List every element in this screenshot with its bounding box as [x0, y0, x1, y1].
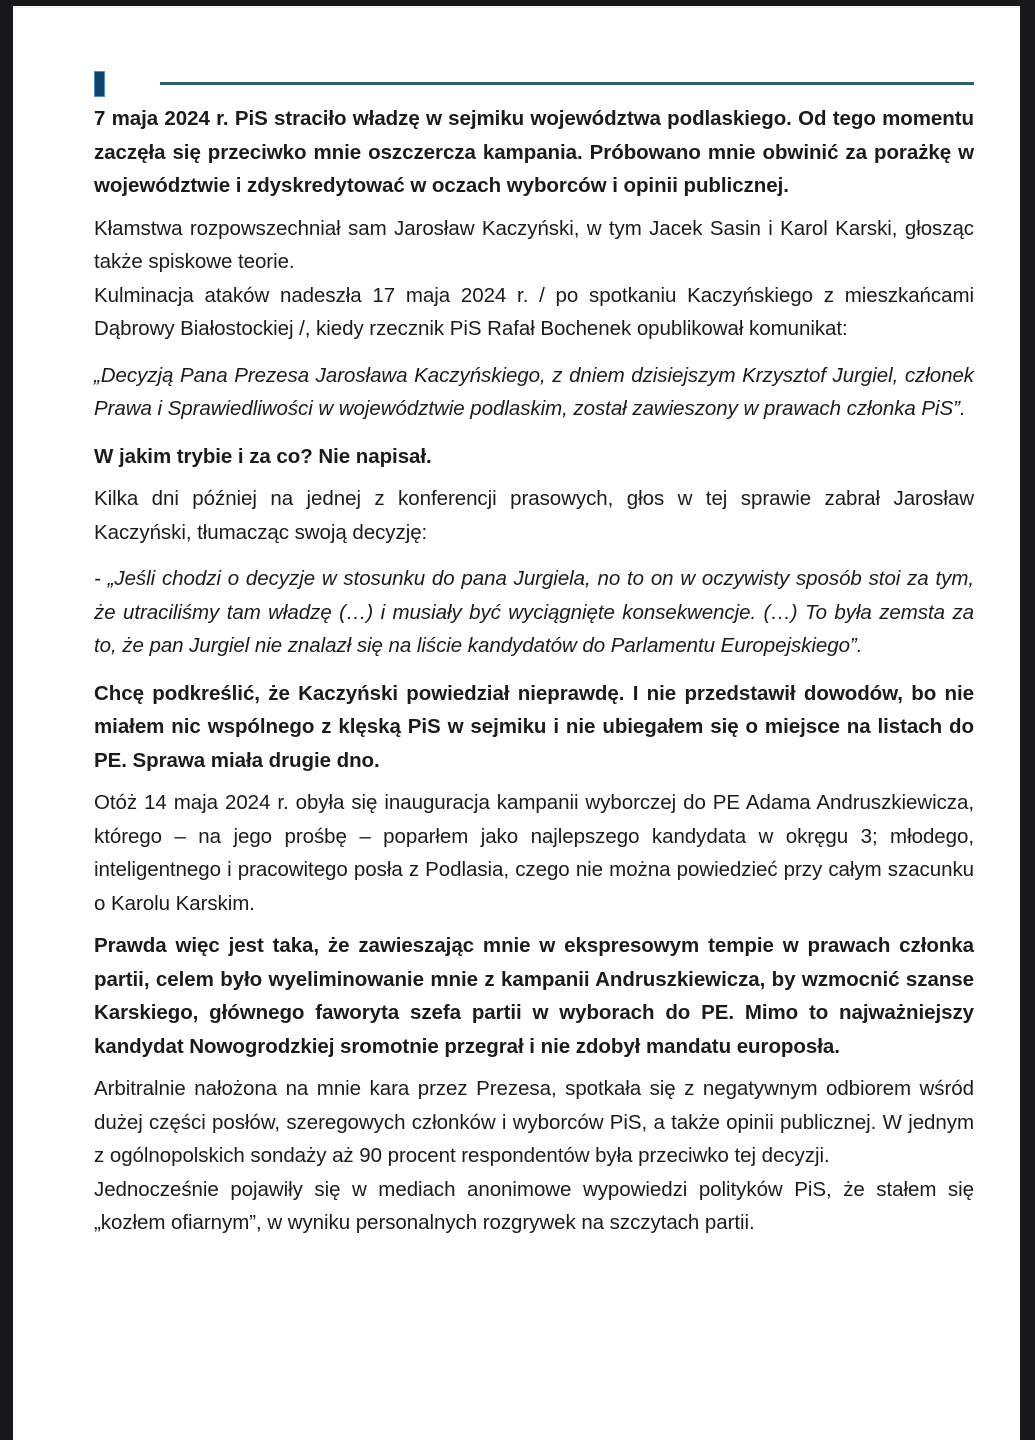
paragraph-press-conference: Kilka dni później na jednej z konferencji prasowych, głos w tej sprawie zabrał Jarosław Kaczyński, tłumacząc swoją decyzję:: [94, 487, 974, 544]
paragraph-question: W jakim trybie i za co? Nie napisał.: [94, 444, 432, 468]
header-mark-icon: [94, 71, 105, 97]
page-content: [94, 6, 974, 1249]
paragraph-reaction: Arbitralnie nałożona na mnie kara przez Prezesa, spotkała się z negatywnym odbiorem wśród dużej części posłów, szeregowych członków i wyborców PiS, a także opinii publicznej. W jednym z ogólnopolskich sondaży aż 90 procent respondentów była przeciwko tej decyzji.: [94, 1077, 974, 1167]
header-divider-rule: [160, 82, 974, 85]
quote-kaczynski-statement: - „Jeśli chodzi o decyzje w stosunku do pana Jurgiela, no to on w oczywisty sposób stoi za tym, że utraciliśmy tam władzę (…) i musiały być wyciągnięte konsekwencje. (…) To była zemsta za to, że pan Jurgiel nie znalazł się na liście kandydatów do Parlamentu Europejskiego”.: [94, 567, 974, 657]
header-ornament: [94, 6, 974, 102]
paragraph-intro: 7 maja 2024 r. PiS straciło władzę w sejmiku województwa podlaskiego. Od tego momentu zaczęła się przeciwko mnie oszczercza kampania. Próbowano mnie obwinić za porażkę w województwie i zdyskredytować w oczach wyborców i opinii publicznej.: [94, 107, 974, 197]
paragraph-rebuttal: Chcę podkreślić, że Kaczyński powiedział nieprawdę. I nie przedstawił dowodów, bo nie miałem nic wspólnego z klęską PiS w sejmiku i nie ubiegałem się o miejsce na listach do PE. Sprawa miała drugie dno.: [94, 681, 974, 772]
paragraph-culmination: Kulminacja ataków nadeszła 17 maja 2024 r. / po spotkaniu Kaczyńskiego z mieszkańcami Dąbrowy Białostockiej /, kiedy rzecznik PiS Rafał Bochenek opublikował komunikat:: [94, 283, 974, 340]
paragraph-andruszkiewicz-campaign: Otóż 14 maja 2024 r. obyła się inauguracja kampanii wyborczej do PE Adama Andruszkiewicza, którego – na jego prośbę – poparłem jako najlepszego kandydata w okręgu 3; młodego, inteligentnego i pracowitego posła z Podlasia, czego nie można powiedzieć przy całym szacunku o Karolu Karskim.: [94, 791, 974, 915]
document-page: [13, 6, 1020, 1440]
paragraph-scapegoat: Jednocześnie pojawiły się w mediach anonimowe wypowiedzi polityków PiS, że stałem się „kozłem ofiarnym”, w wyniku personalnych rozgrywek na szczytach partii.: [94, 1177, 974, 1234]
paragraph-lies: Kłamstwa rozpowszechniał sam Jarosław Kaczyński, w tym Jacek Sasin i Karol Karski, głosząc także spiskowe teorie.: [94, 216, 974, 273]
paragraph-truth: Prawda więc jest taka, że zawieszając mnie w ekspresowym tempie w prawach członka partii, celem było wyeliminowanie mnie z kampanii Andruszkiewicza, by wzmocnić szanse Karskiego, głównego faworyta szefa partii w wyborach do PE. Mimo to najważniejszy kandydat Nowogrodzkiej sromotnie przegrał i nie zdobył mandatu europosła.: [94, 934, 974, 1058]
quote-bochenek-statement: „Decyzją Pana Prezesa Jarosława Kaczyńskiego, z dniem dzisiejszym Krzysztof Jurgiel, członek Prawa i Sprawiedliwości w województwie podlaskim, został zawieszony w prawach członka PiS”.: [94, 363, 974, 420]
